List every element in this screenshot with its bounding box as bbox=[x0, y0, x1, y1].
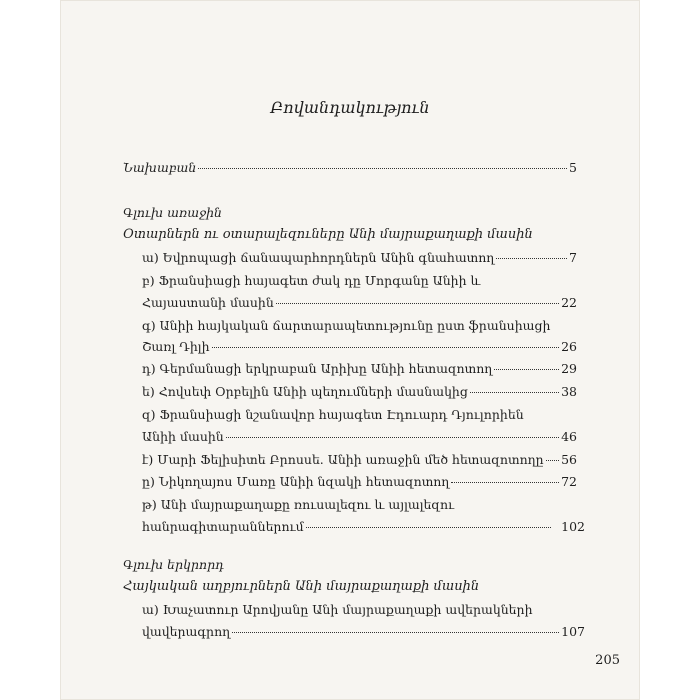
toc-entry-label: ե) Հովսեփ Օրբելին Անիի պեղումների մասնակից bbox=[142, 384, 468, 399]
toc-entry-page: 102 bbox=[561, 519, 585, 534]
toc-entry-label: Նախաբան bbox=[123, 160, 197, 175]
toc-entry-page: 38 bbox=[561, 384, 577, 399]
toc-entry[interactable] bbox=[142, 519, 585, 534]
toc-entry-page: 72 bbox=[561, 474, 577, 489]
chapter-label: Գլուխ առաջին bbox=[123, 205, 223, 220]
toc-entry-page: 7 bbox=[569, 250, 577, 265]
leader-dots bbox=[276, 303, 559, 304]
toc-entry-page: 46 bbox=[561, 429, 577, 444]
leader-dots bbox=[496, 258, 567, 259]
leader-dots bbox=[306, 527, 551, 528]
leader-dots bbox=[451, 482, 559, 483]
leader-dots bbox=[198, 168, 567, 169]
toc-entry-page: 5 bbox=[569, 160, 577, 175]
chapter-label: Գլուխ երկրորդ bbox=[123, 557, 224, 572]
toc-entry-page: 22 bbox=[561, 295, 577, 310]
toc-entry-label: դ) Գերմանացի երկրաբան Արիխը Անիի հետազոտող bbox=[142, 361, 493, 376]
page-title: Բովանդակություն bbox=[270, 98, 430, 117]
toc-entry-label: ը) Նիկողայոս Մառը Անիի նզակի հետազոտող bbox=[142, 474, 450, 489]
toc-entry-label: զ) Ֆրանսիացի նշանավոր հայագետ Էդուարդ Դյուլորիեն bbox=[142, 407, 524, 422]
toc-entry-preface[interactable] bbox=[123, 160, 577, 175]
leader-dots bbox=[232, 632, 559, 633]
page-number: 205 bbox=[595, 653, 620, 668]
toc-entry-label: Անիի մասին bbox=[142, 429, 224, 444]
toc-entry[interactable] bbox=[142, 250, 577, 265]
toc-entry[interactable] bbox=[142, 339, 577, 354]
toc-entry-label: ա) Եվրոպացի ճանապարհորդներն Անին գնահատող bbox=[142, 250, 495, 265]
chapter-title: Հայկական աղբյուրներն Անի մայրաքաղաքի մասին bbox=[123, 579, 480, 594]
toc-entry[interactable] bbox=[142, 429, 577, 444]
toc-entry-page: 26 bbox=[561, 339, 577, 354]
toc-entry-label: թ) Անի մայրաքաղաքը ռուսալեզու և այլալեզու bbox=[142, 497, 455, 512]
toc-entry-label: է) Մարի Ֆելիսիտե Բրոսսե. Անիի առաջին մեծ հետազոտողը bbox=[142, 452, 544, 467]
toc-entry-page: 29 bbox=[561, 361, 577, 376]
toc-entry[interactable] bbox=[142, 452, 577, 467]
toc-entry-label: բ) Ֆրանսիացի հայագետ ժակ դը Մորգանը Անիի և bbox=[142, 273, 481, 288]
toc-entry[interactable] bbox=[142, 624, 585, 639]
leader-dots bbox=[470, 392, 559, 393]
toc-entry-label: գ) Անիի հայկական ճարտարապետությունը ըստ ֆրանսիացի bbox=[142, 318, 551, 333]
toc-entry[interactable] bbox=[142, 361, 577, 376]
toc-entry-page: 107 bbox=[561, 624, 585, 639]
toc-entry-page: 56 bbox=[561, 452, 577, 467]
book-page bbox=[60, 0, 640, 700]
toc-entry[interactable] bbox=[142, 474, 577, 489]
toc-entry[interactable] bbox=[142, 295, 577, 310]
toc-entry[interactable] bbox=[142, 384, 577, 399]
leader-dots bbox=[212, 347, 560, 348]
toc-entry-label: վավերագրող bbox=[142, 624, 231, 639]
leader-dots bbox=[546, 460, 559, 461]
toc-entry-label: ա) Խաչատուր Արովյանը Անի մայրաքաղաքի ավերակների bbox=[142, 602, 533, 617]
toc-entry-label: Հայաստանի մասին bbox=[142, 295, 274, 310]
toc-entry-label: հանրագիտարաններում bbox=[142, 519, 304, 534]
leader-dots bbox=[494, 369, 559, 370]
leader-dots bbox=[226, 437, 559, 438]
chapter-title: Օտարներն ու օտարալեզուները Անի մայրաքաղաքի մասին bbox=[123, 227, 533, 242]
toc-entry-label: Շառլ Դիլի bbox=[142, 339, 210, 354]
